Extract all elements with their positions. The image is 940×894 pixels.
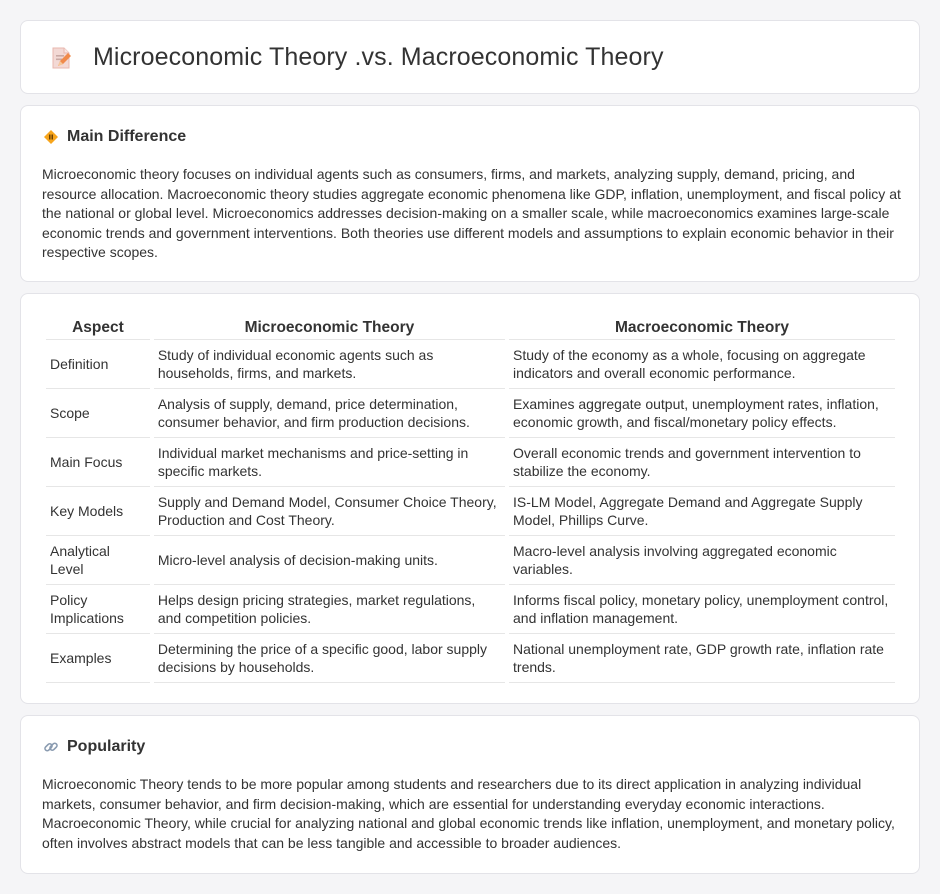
page-title: Microeconomic Theory .vs. Macroeconomic Theory	[93, 43, 664, 71]
table-row	[46, 340, 895, 389]
macro-cell: Informs fiscal policy, monetary policy, unemployment control, and inflation management.	[509, 585, 895, 634]
aspect-cell: Main Focus	[46, 438, 150, 487]
aspect-cell: Analytical Level	[46, 536, 150, 585]
diamond-icon	[43, 129, 59, 145]
document-pencil-icon	[49, 46, 73, 70]
aspect-cell: Policy Implications	[46, 585, 150, 634]
macro-cell: IS-LM Model, Aggregate Demand and Aggregate Supply Model, Phillips Curve.	[509, 487, 895, 536]
micro-cell: Determining the price of a specific good, labor supply decisions by households.	[154, 634, 505, 683]
micro-cell: Study of individual economic agents such as households, firms, and markets.	[154, 340, 505, 389]
micro-cell: Analysis of supply, demand, price determination, consumer behavior, and firm production decisions.	[154, 389, 505, 438]
header-macro: Macroeconomic Theory	[509, 314, 895, 340]
aspect-cell: Examples	[46, 634, 150, 683]
macro-cell: Macro-level analysis involving aggregated economic variables.	[509, 536, 895, 585]
popularity-heading: Popularity	[67, 738, 146, 755]
header-micro: Microeconomic Theory	[154, 314, 505, 340]
title-card	[20, 20, 920, 94]
popularity-text: Microeconomic Theory tends to be more popular among students and researchers due to its direct application in analyzing individual markets, consumer behavior, and firm decision-making, which are essential for understanding everyday economic interactions. Macroeconomic Theory, while crucial for analyzing national and global economic trends like inflation, unemployment, and monetary policy, often involves abstract models that can be less tangible and accessible to broader audiences.	[42, 776, 895, 851]
table-row	[46, 389, 895, 438]
micro-cell: Supply and Demand Model, Consumer Choice Theory, Production and Cost Theory.	[154, 487, 505, 536]
aspect-cell: Scope	[46, 389, 150, 438]
micro-cell: Helps design pricing strategies, market regulations, and competition policies.	[154, 585, 505, 634]
comparison-table	[42, 314, 899, 683]
aspect-cell: Key Models	[46, 487, 150, 536]
aspect-cell: Definition	[46, 340, 150, 389]
main-difference-card	[20, 105, 920, 282]
micro-cell: Micro-level analysis of decision-making units.	[154, 536, 505, 585]
micro-cell: Individual market mechanisms and price-setting in specific markets.	[154, 438, 505, 487]
macro-cell: National unemployment rate, GDP growth rate, inflation rate trends.	[509, 634, 895, 683]
table-header-row	[46, 314, 895, 340]
macro-cell: Study of the economy as a whole, focusing on aggregate indicators and overall economic performance.	[509, 340, 895, 389]
table-row	[46, 438, 895, 487]
table-row	[46, 634, 895, 683]
popularity-card	[20, 715, 920, 874]
macro-cell: Examines aggregate output, unemployment rates, inflation, economic growth, and fiscal/monetary policy effects.	[509, 389, 895, 438]
table-row	[46, 487, 895, 536]
table-row	[46, 585, 895, 634]
table-row	[46, 536, 895, 585]
main-difference-text: Microeconomic theory focuses on individual agents such as consumers, firms, and markets, analyzing supply, demand, pricing, and resource allocation. Macroeconomic theory studies aggregate economic phenomena like GDP, inflation, unemployment, and fiscal policy at the national or global level. Microeconomics addresses decision-making on a smaller scale, while macroeconomics examines large-scale economic trends and government interventions. Both theories use different models and assumptions to explain economic behavior in their respective scopes.	[42, 166, 901, 260]
link-icon	[43, 739, 59, 755]
macro-cell: Overall economic trends and government intervention to stabilize the economy.	[509, 438, 895, 487]
main-difference-heading: Main Difference	[67, 128, 187, 145]
comparison-card	[20, 293, 920, 704]
header-aspect: Aspect	[46, 314, 150, 340]
